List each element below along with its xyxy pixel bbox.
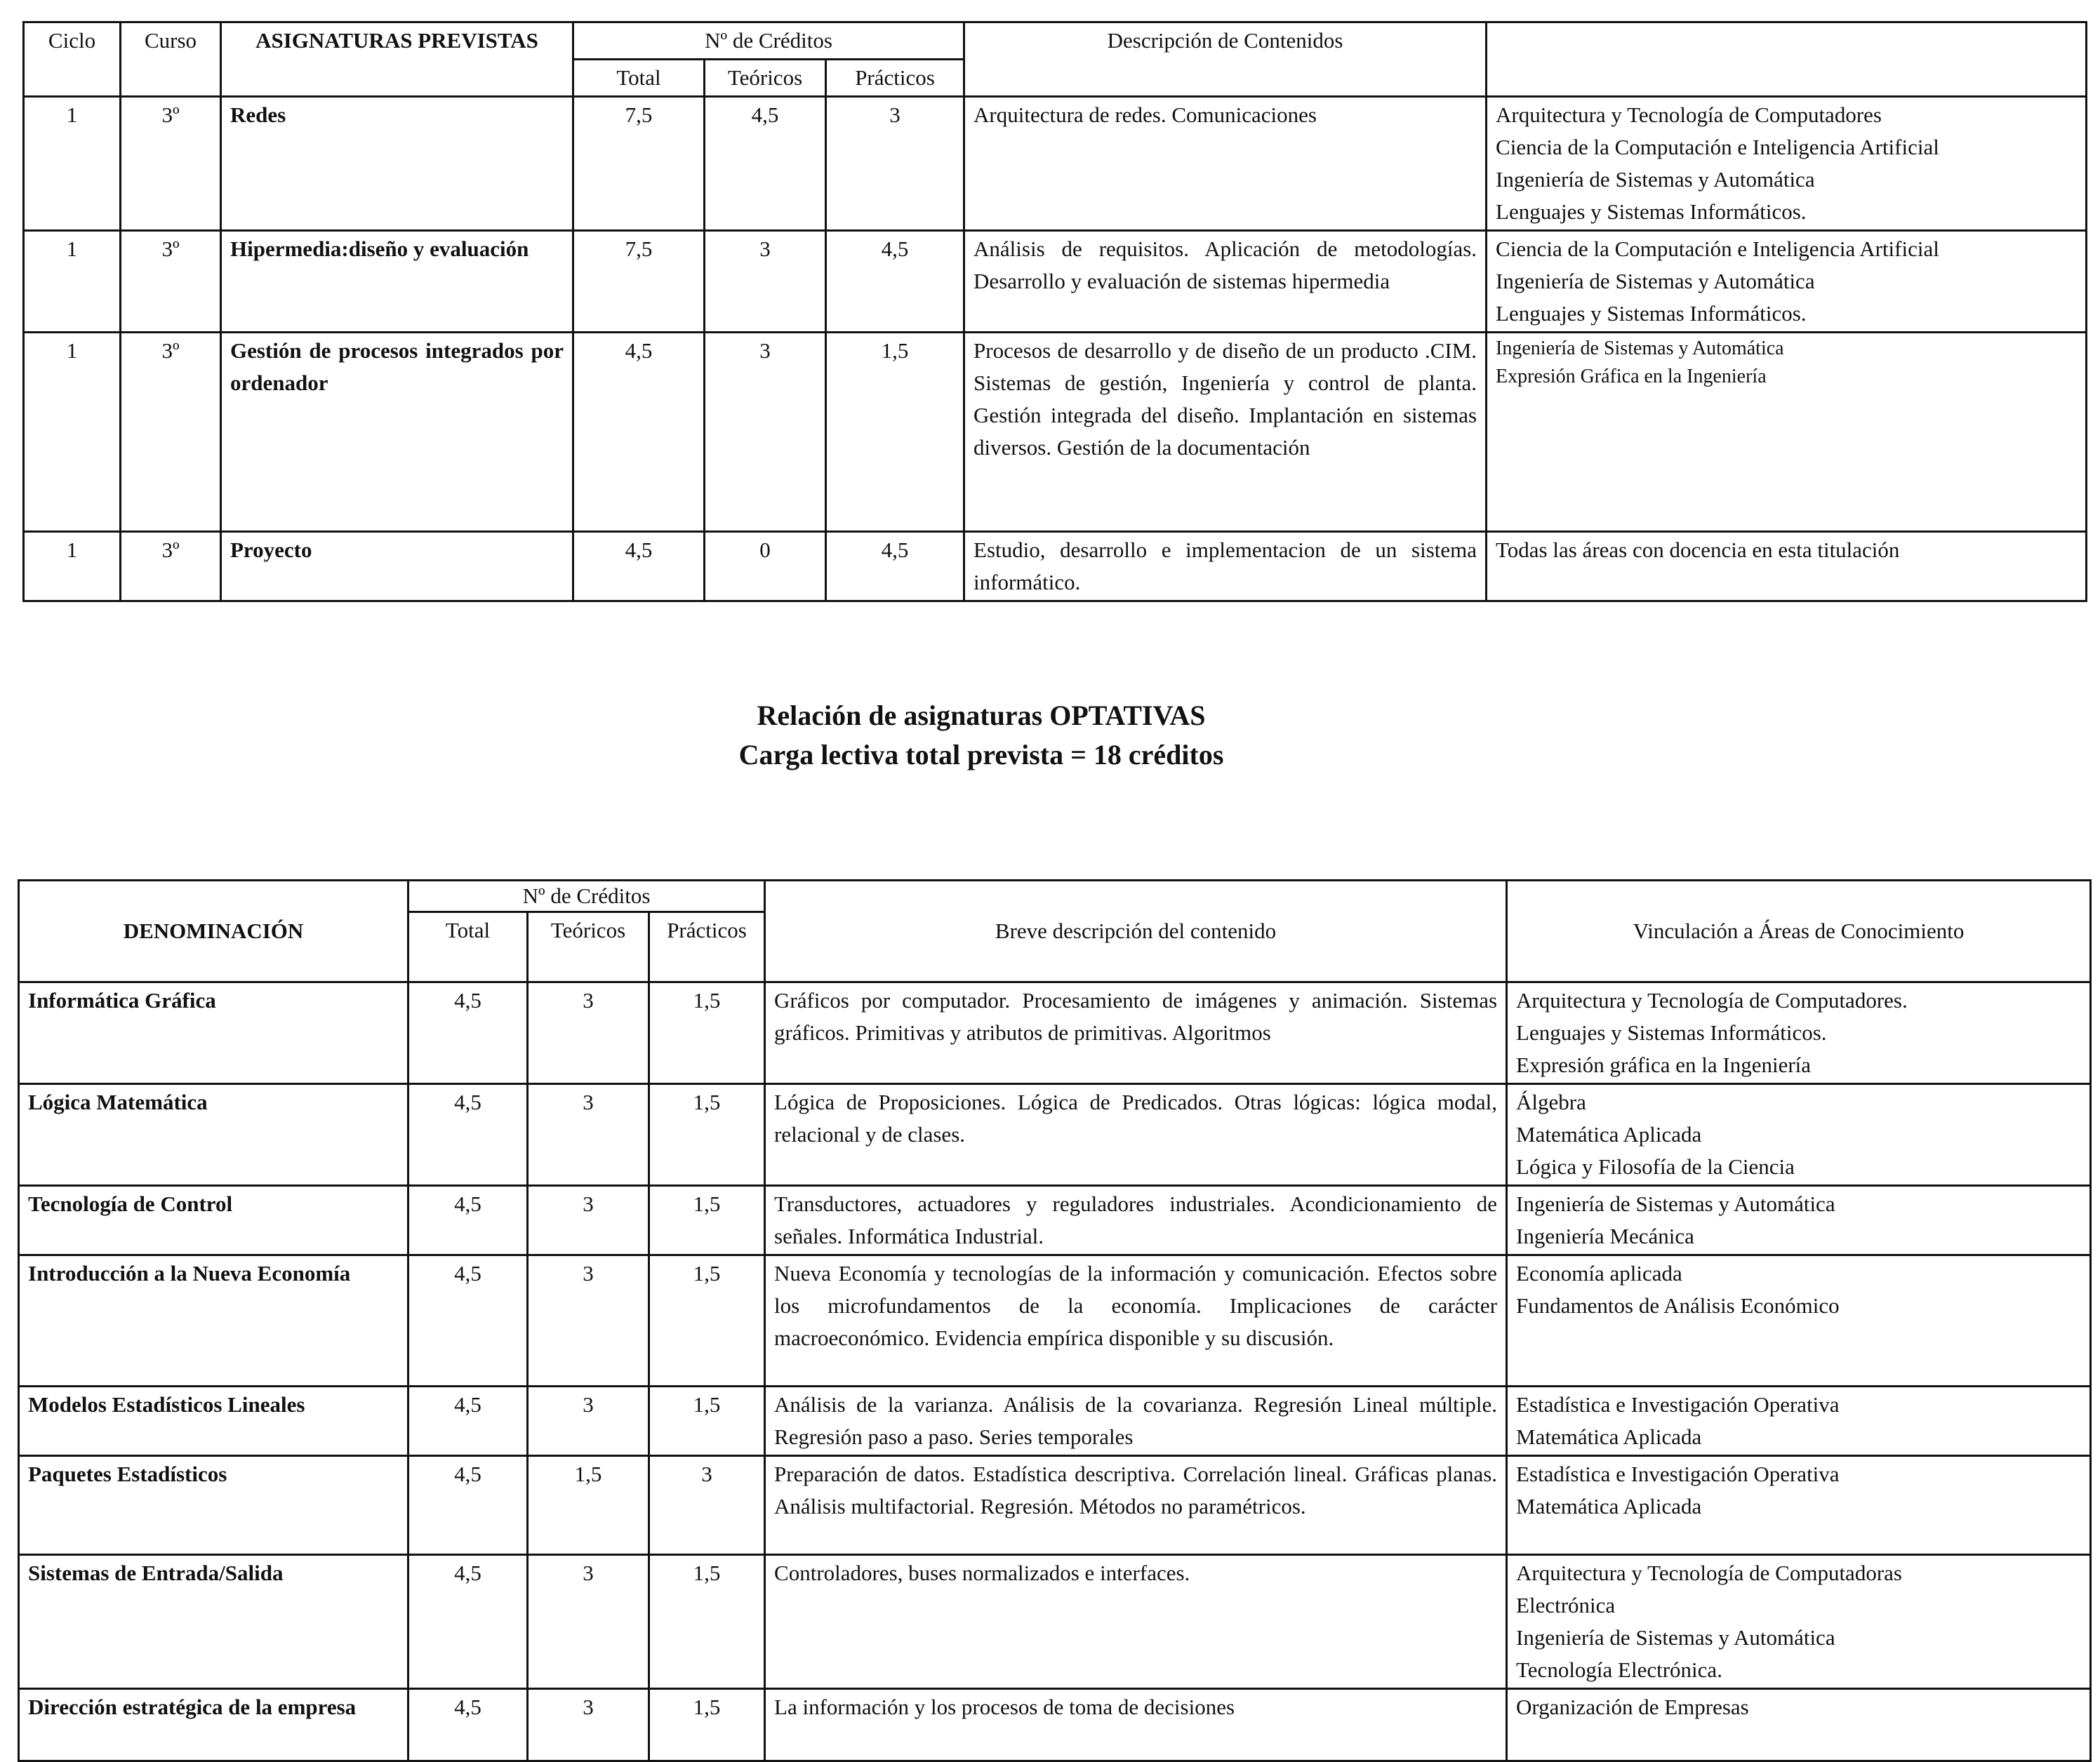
table-row <box>19 1186 2091 1255</box>
descripcion-cell: Estudio, desarrollo e implementacion de un sistema informático. <box>964 532 1487 601</box>
practicos-credits: 3 <box>826 97 964 231</box>
total-credits: 7,5 <box>573 231 705 333</box>
descripcion-cell: Análisis de requisitos. Aplicación de metodologías. Desarrollo y evaluación de sistemas hipermedia <box>964 231 1487 333</box>
areas-cell <box>1507 1255 2091 1387</box>
area-item: Expresión gráfica en la Ingeniería <box>1516 1053 1812 1077</box>
denominacion-cell: Modelos Estadísticos Lineales <box>19 1387 408 1456</box>
table-row <box>19 1689 2091 1761</box>
header-asignaturas: ASIGNATURAS PREVISTAS <box>221 22 573 97</box>
header-descripcion: Breve descripción del contenido <box>765 881 1507 982</box>
table-row <box>19 1387 2091 1456</box>
teoricos-credits: 4,5 <box>705 97 826 231</box>
denominacion-cell: Tecnología de Control <box>19 1186 408 1255</box>
teoricos-credits: 3 <box>705 231 826 333</box>
header-curso: Curso <box>121 22 221 97</box>
total-credits: 4,5 <box>408 982 528 1084</box>
teoricos-credits: 3 <box>705 333 826 532</box>
areas-cell <box>1507 1555 2091 1689</box>
area-item: Ingeniería de Sistemas y Automática <box>1516 1625 1835 1650</box>
areas-cell <box>1507 1689 2091 1761</box>
header-practicos: Prácticos <box>649 912 765 982</box>
descripcion-cell: Controladores, buses normalizados e interfaces. <box>765 1555 1507 1689</box>
section-subtitle: Carga lectiva total prevista = 18 créditos <box>738 739 1224 770</box>
area-item: Fundamentos de Análisis Económico <box>1516 1293 1840 1318</box>
table-row <box>24 532 2087 601</box>
denominacion-cell: Informática Gráfica <box>19 982 408 1084</box>
total-credits: 4,5 <box>408 1689 528 1761</box>
total-credits: 4,5 <box>408 1555 528 1689</box>
areas-cell <box>1507 1186 2091 1255</box>
descripcion-cell: Arquitectura de redes. Comunicaciones <box>964 97 1487 231</box>
descripcion-cell: Análisis de la varianza. Análisis de la covarianza. Regresión Lineal múltiple. Regresión paso a paso. Series temporales <box>765 1387 1507 1456</box>
curso-cell: 3º <box>121 97 221 231</box>
areas-cell <box>1487 231 2087 333</box>
total-credits: 4,5 <box>573 532 705 601</box>
area-item: Arquitectura y Tecnología de Computadores. <box>1516 988 1908 1013</box>
total-credits: 4,5 <box>573 333 705 532</box>
area-item: Arquitectura y Tecnología de Computadores <box>1496 102 1882 127</box>
areas-cell <box>1507 1387 2091 1456</box>
table-row <box>19 1255 2091 1387</box>
table-row <box>19 982 2091 1084</box>
denominacion-cell: Paquetes Estadísticos <box>19 1456 408 1555</box>
descripcion-cell: Gráficos por computador. Procesamiento de imágenes y animación. Sistemas gráficos. Primitivas y atributos de primitivas. Algoritmos <box>765 982 1507 1084</box>
practicos-credits: 1,5 <box>649 1186 765 1255</box>
header-practicos: Prácticos <box>826 60 964 97</box>
descripcion-cell: Preparación de datos. Estadística descriptiva. Correlación lineal. Gráficas planas. Análisis multifactorial. Regresión. Métodos no paramétricos. <box>765 1456 1507 1555</box>
ciclo-cell: 1 <box>24 231 121 333</box>
area-item: Lógica y Filosofía de la Ciencia <box>1516 1154 1795 1179</box>
areas-cell <box>1487 333 2087 532</box>
table-row <box>24 333 2087 532</box>
header-total: Total <box>573 60 705 97</box>
practicos-credits: 1,5 <box>649 982 765 1084</box>
area-item: Ingeniería de Sistemas y Automática <box>1496 269 1815 293</box>
ciclo-cell: 1 <box>24 97 121 231</box>
area-item: Matemática Aplicada <box>1516 1424 1702 1449</box>
header-denominacion: DENOMINACIÓN <box>19 881 408 982</box>
area-item: Ingeniería Mecánica <box>1516 1224 1694 1248</box>
denominacion-cell: Lógica Matemática <box>19 1084 408 1186</box>
header-total: Total <box>408 912 528 982</box>
asignatura-name: Hipermedia:diseño y evaluación <box>221 231 573 333</box>
area-item: Lenguajes y Sistemas Informáticos. <box>1516 1020 1827 1045</box>
areas-cell <box>1507 1084 2091 1186</box>
teoricos-credits: 3 <box>528 1186 649 1255</box>
area-item: Ingeniería de Sistemas y Automática <box>1496 338 1784 359</box>
header-teoricos: Teóricos <box>528 912 649 982</box>
descripcion-cell: Lógica de Proposiciones. Lógica de Predicados. Otras lógicas: lógica modal, relacional y de clases. <box>765 1084 1507 1186</box>
descripcion-cell: Nueva Economía y tecnologías de la información y comunicación. Efectos sobre los microfundamentos de la economía. Implicaciones de carácter macroeconómico. Evidencia empírica disponible y su discusión. <box>765 1255 1507 1387</box>
curso-cell: 3º <box>121 333 221 532</box>
area-item: Matemática Aplicada <box>1516 1122 1702 1147</box>
area-item: Estadística e Investigación Operativa <box>1516 1392 1840 1417</box>
denominacion-cell: Introducción a la Nueva Economía <box>19 1255 408 1387</box>
table-row <box>19 1456 2091 1555</box>
descripcion-cell: Transductores, actuadores y reguladores industriales. Acondicionamiento de señales. Informática Industrial. <box>765 1186 1507 1255</box>
area-item: Economía aplicada <box>1516 1261 1682 1286</box>
area-item: Matemática Aplicada <box>1516 1494 1702 1519</box>
ciclo-cell: 1 <box>24 532 121 601</box>
header-creditos: Nº de Créditos <box>573 22 964 60</box>
areas-cell <box>1507 982 2091 1084</box>
header-ciclo: Ciclo <box>24 22 121 97</box>
asignatura-name: Proyecto <box>221 532 573 601</box>
area-item: Arquitectura y Tecnología de Computadoras <box>1516 1561 1902 1585</box>
denominacion-cell: Dirección estratégica de la empresa <box>19 1689 408 1761</box>
teoricos-credits: 1,5 <box>528 1456 649 1555</box>
practicos-credits: 1,5 <box>649 1387 765 1456</box>
table-row <box>19 1555 2091 1689</box>
areas-cell <box>1507 1456 2091 1555</box>
areas-cell <box>1487 532 2087 601</box>
area-item: Expresión Gráfica en la Ingeniería <box>1496 366 1767 387</box>
area-item: Ingeniería de Sistemas y Automática <box>1496 167 1815 192</box>
total-credits: 4,5 <box>408 1255 528 1387</box>
total-credits: 7,5 <box>573 97 705 231</box>
practicos-credits: 4,5 <box>826 532 964 601</box>
header-areas <box>1487 22 2087 97</box>
total-credits: 4,5 <box>408 1387 528 1456</box>
practicos-credits: 3 <box>649 1456 765 1555</box>
table-row <box>24 231 2087 333</box>
optativas-table <box>18 879 2092 1762</box>
area-item: Electrónica <box>1516 1593 1616 1617</box>
curso-cell: 3º <box>121 532 221 601</box>
total-credits: 4,5 <box>408 1084 528 1186</box>
area-item: Ciencia de la Computación e Inteligencia Artificial <box>1496 236 1939 261</box>
header-creditos: Nº de Créditos <box>408 881 765 912</box>
areas-cell <box>1487 97 2087 231</box>
practicos-credits: 1,5 <box>649 1084 765 1186</box>
troncales-table <box>22 21 2087 602</box>
area-item: Álgebra <box>1516 1090 1586 1114</box>
area-item: Estadística e Investigación Operativa <box>1516 1462 1840 1486</box>
teoricos-credits: 0 <box>705 532 826 601</box>
teoricos-credits: 3 <box>528 1084 649 1186</box>
teoricos-credits: 3 <box>528 1255 649 1387</box>
teoricos-credits: 3 <box>528 1689 649 1761</box>
area-item: Todas las áreas con docencia en esta titulación <box>1496 538 1900 562</box>
practicos-credits: 1,5 <box>649 1255 765 1387</box>
practicos-credits: 1,5 <box>826 333 964 532</box>
asignatura-name: Gestión de procesos integrados por ordenador <box>221 333 573 532</box>
header-teoricos: Teóricos <box>705 60 826 97</box>
practicos-credits: 1,5 <box>649 1555 765 1689</box>
teoricos-credits: 3 <box>528 1555 649 1689</box>
section-title: Relación de asignaturas OPTATIVAS <box>757 700 1206 731</box>
teoricos-credits: 3 <box>528 1387 649 1456</box>
practicos-credits: 1,5 <box>649 1689 765 1761</box>
total-credits: 4,5 <box>408 1186 528 1255</box>
header-areas: Vinculación a Áreas de Conocimiento <box>1507 881 2091 982</box>
area-item: Ingeniería de Sistemas y Automática <box>1516 1192 1835 1216</box>
header-descripcion: Descripción de Contenidos <box>964 22 1487 97</box>
ciclo-cell: 1 <box>24 333 121 532</box>
asignatura-name: Redes <box>221 97 573 231</box>
table-row <box>24 97 2087 231</box>
descripcion-cell: Procesos de desarrollo y de diseño de un producto .CIM. Sistemas de gestión, Ingeniería y control de planta. Gestión integrada del diseño. Implantación en sistemas diversos. Gestión de la documentación <box>964 333 1487 532</box>
table-row <box>19 1084 2091 1186</box>
area-item: Lenguajes y Sistemas Informáticos. <box>1496 199 1807 224</box>
area-item: Lenguajes y Sistemas Informáticos. <box>1496 301 1807 326</box>
area-item: Ciencia de la Computación e Inteligencia Artificial <box>1496 135 1939 159</box>
total-credits: 4,5 <box>408 1456 528 1555</box>
area-item: Tecnología Electrónica. <box>1516 1657 1722 1682</box>
descripcion-cell: La información y los procesos de toma de decisiones <box>765 1689 1507 1761</box>
denominacion-cell: Sistemas de Entrada/Salida <box>19 1555 408 1689</box>
teoricos-credits: 3 <box>528 982 649 1084</box>
curso-cell: 3º <box>121 231 221 333</box>
area-item: Organización de Empresas <box>1516 1695 1749 1719</box>
practicos-credits: 4,5 <box>826 231 964 333</box>
